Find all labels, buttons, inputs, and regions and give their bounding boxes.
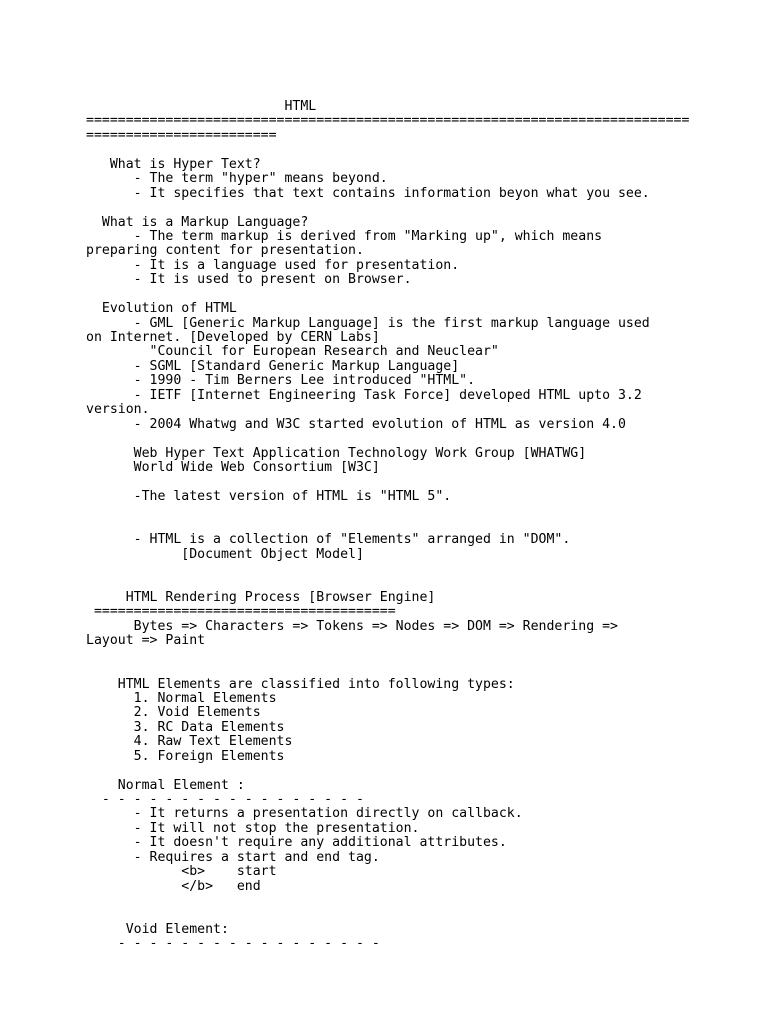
document-body bbox=[86, 100, 689, 952]
definition-line: Web Hyper Text Application Technology Work Group [WHATWG] bbox=[86, 445, 587, 461]
bullet-line: - Requires a start and end tag. bbox=[86, 849, 380, 865]
bullet-line: - It is used to present on Browser. bbox=[86, 272, 412, 288]
bullet-line: - It specifies that text contains information beyon what you see. bbox=[86, 185, 650, 201]
blank-line bbox=[86, 909, 689, 923]
blank-line bbox=[86, 562, 689, 576]
section-heading-markup: What is a Markup Language? bbox=[86, 214, 309, 230]
code-example-line: </b> end bbox=[86, 878, 261, 894]
list-item: 4. Raw Text Elements bbox=[86, 734, 293, 750]
bullet-continuation: on Internet. [Developed by CERN Labs] bbox=[86, 330, 380, 345]
doc-title: HTML bbox=[86, 99, 317, 114]
bullet-line: - HTML is a collection of "Elements" arranged in "DOM". bbox=[86, 532, 571, 548]
bullet-line: - The term markup is derived from "Marking up", which means bbox=[86, 228, 603, 244]
bullet-continuation: preparing content for presentation. bbox=[86, 243, 364, 259]
blank-line bbox=[86, 576, 689, 590]
quote-line: "Council for European Research and Neuclear" bbox=[86, 344, 499, 360]
bullet-line: - It returns a presentation directly on callback. bbox=[86, 806, 523, 822]
bullet-line: - The term "hyper" means beyond. bbox=[86, 171, 388, 187]
list-item: 2. Void Elements bbox=[86, 705, 261, 721]
list-item: 5. Foreign Elements bbox=[86, 748, 285, 764]
process-line: Bytes => Characters => Tokens => Nodes => DOM => Rendering => bbox=[86, 618, 618, 634]
bullet-line: - IETF [Internet Engineering Task Force] developed HTML upto 3.2 bbox=[86, 387, 642, 403]
process-continuation: Layout => Paint bbox=[86, 633, 206, 649]
list-item: 1. Normal Elements bbox=[86, 690, 277, 706]
bullet-line: -The latest version of HTML is "HTML 5". bbox=[86, 488, 452, 504]
bullet-continuation: [Document Object Model] bbox=[86, 546, 364, 562]
blank-line bbox=[86, 143, 689, 157]
bullet-line: - GML [Generic Markup Language] is the first markup language used bbox=[86, 315, 650, 331]
section-heading-void-element: Void Element: bbox=[86, 921, 229, 937]
heading-dash-underline: - - - - - - - - - - - - - - - - - bbox=[86, 936, 380, 952]
title-underline-wrap: ======================== bbox=[86, 127, 277, 143]
blank-line bbox=[86, 663, 689, 677]
section-heading-element-types: HTML Elements are classified into following types: bbox=[86, 676, 515, 692]
blank-line bbox=[86, 201, 689, 215]
bullet-continuation: version. bbox=[86, 402, 150, 418]
section-heading-normal-element: Normal Element : bbox=[86, 777, 245, 793]
bullet-line: - It is a language used for presentation. bbox=[86, 257, 460, 273]
section-heading-evolution: Evolution of HTML bbox=[86, 301, 237, 317]
title-underline: ============================================================================ bbox=[86, 113, 690, 129]
blank-line bbox=[86, 475, 689, 489]
blank-line bbox=[86, 519, 689, 533]
blank-line bbox=[86, 649, 689, 663]
section-heading-rendering: HTML Rendering Process [Browser Engine] bbox=[86, 589, 436, 605]
blank-line bbox=[86, 504, 689, 518]
heading-dash-underline: - - - - - - - - - - - - - - - - - bbox=[86, 792, 364, 807]
bullet-line: - It doesn't require any additional attributes. bbox=[86, 835, 507, 851]
definition-line: World Wide Web Consortium [W3C] bbox=[86, 459, 380, 475]
blank-line bbox=[86, 894, 689, 908]
bullet-line: - SGML [Standard Generic Markup Language] bbox=[86, 358, 460, 374]
bullet-line: - It will not stop the presentation. bbox=[86, 820, 420, 836]
bullet-line: - 2004 Whatwg and W3C started evolution of HTML as version 4.0 bbox=[86, 416, 626, 432]
blank-line bbox=[86, 432, 689, 446]
code-example-line: <b> start bbox=[86, 864, 277, 880]
heading-underline: ====================================== bbox=[86, 604, 396, 620]
blank-line bbox=[86, 288, 689, 302]
list-item: 3. RC Data Elements bbox=[86, 719, 285, 735]
bullet-line: - 1990 - Tim Berners Lee introduced "HTML". bbox=[86, 373, 476, 389]
section-heading-hypertext: What is Hyper Text? bbox=[86, 156, 261, 172]
blank-line bbox=[86, 764, 689, 778]
